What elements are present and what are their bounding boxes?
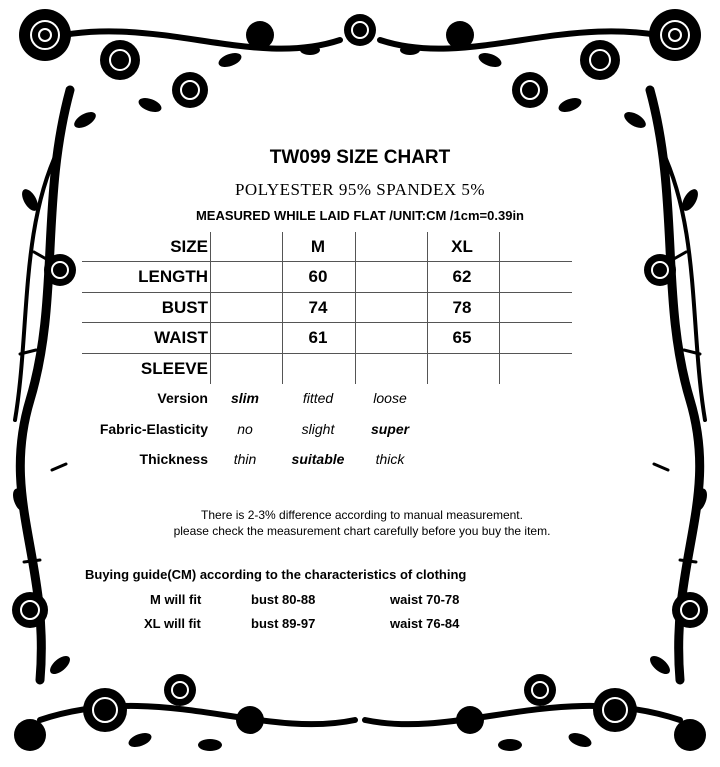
guide-bust: bust 80-88 bbox=[251, 592, 316, 607]
size-header-xl: XL bbox=[451, 237, 473, 256]
buying-guide-heading: Buying guide(CM) according to the characteristics of clothing bbox=[85, 567, 467, 582]
option-fitted: fitted bbox=[302, 390, 334, 406]
option-thin: thin bbox=[233, 451, 257, 467]
guide-size: XL will fit bbox=[144, 616, 201, 631]
row-label-sleeve: SLEEVE bbox=[140, 359, 208, 378]
material-composition: POLYESTER 95% SPANDEX 5% bbox=[234, 180, 486, 199]
attribute-label: Fabric-Elasticity bbox=[99, 421, 208, 437]
waist-xl: 65 bbox=[452, 328, 472, 347]
length-m: 60 bbox=[308, 267, 328, 286]
disclaimer-line-2: please check the measurement chart carefully before you buy the item. bbox=[173, 524, 551, 538]
guide-waist: waist 76-84 bbox=[390, 616, 460, 631]
measurement-note: MEASURED WHILE LAID FLAT /UNIT:CM /1cm=0.39in bbox=[195, 208, 525, 223]
attribute-label: Version bbox=[157, 390, 208, 406]
guide-bust: bust 89-97 bbox=[251, 616, 316, 631]
row-label-length: LENGTH bbox=[138, 267, 208, 286]
attribute-label: Thickness bbox=[139, 451, 208, 467]
row-label-waist: WAIST bbox=[154, 328, 208, 347]
guide-waist: waist 70-78 bbox=[390, 592, 460, 607]
option-no: no bbox=[237, 421, 253, 437]
size-header-m: M bbox=[310, 237, 326, 256]
option-loose: loose bbox=[373, 390, 407, 406]
row-label-bust: BUST bbox=[161, 298, 208, 317]
option-slight: slight bbox=[301, 421, 335, 437]
option-super: super bbox=[370, 421, 410, 437]
waist-m: 61 bbox=[308, 328, 328, 347]
bust-m: 74 bbox=[308, 298, 328, 317]
bust-xl: 78 bbox=[452, 298, 472, 317]
guide-size: M will fit bbox=[150, 592, 202, 607]
chart-title: TW099 SIZE CHART bbox=[269, 147, 451, 168]
row-label-size: SIZE bbox=[170, 237, 208, 256]
option-suitable: suitable bbox=[291, 451, 345, 467]
option-slim: slim bbox=[230, 390, 259, 406]
option-thick: thick bbox=[375, 451, 405, 467]
disclaimer-line-1: There is 2-3% difference according to manual measurement. bbox=[201, 508, 523, 522]
length-xl: 62 bbox=[452, 267, 472, 286]
